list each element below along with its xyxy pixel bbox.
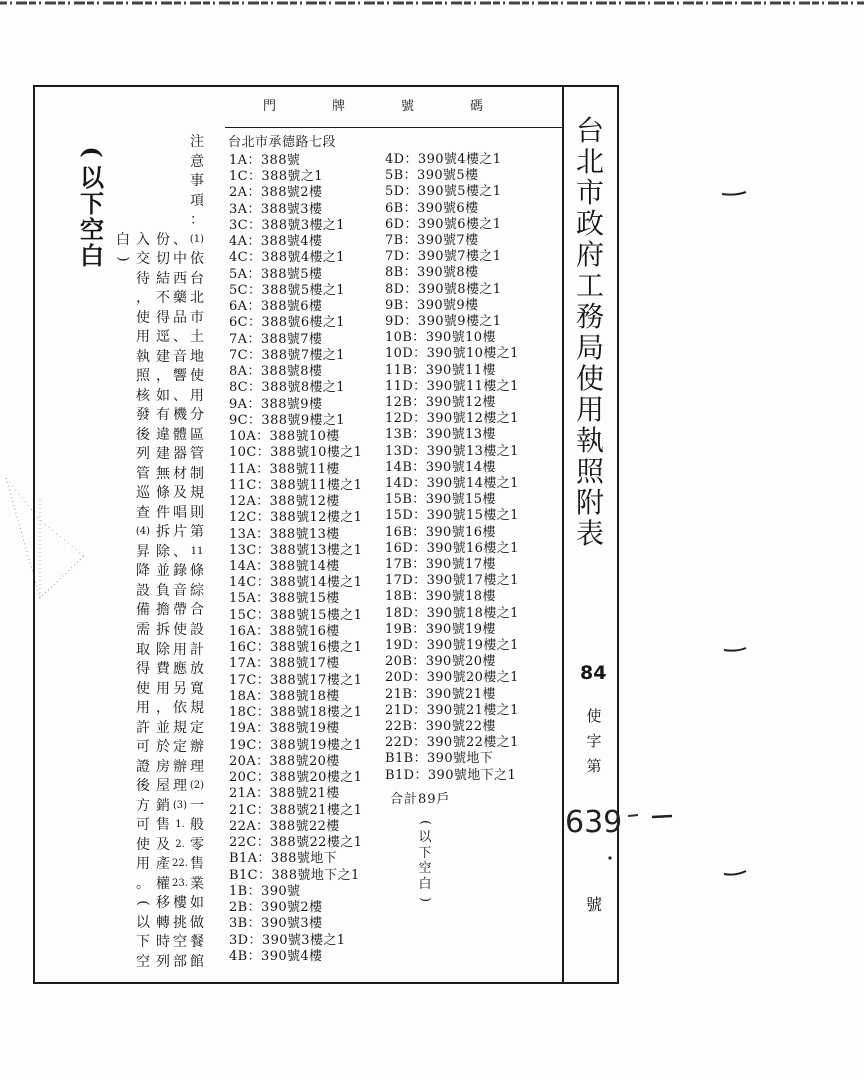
address-entry: 19C：388號19樓之1 [229,737,363,753]
notes-column-char: 計 [190,641,204,658]
notes-column-char: 取 [136,641,150,658]
document-title-char: 市 [575,176,604,209]
notes-column-char: 屋 [156,778,170,795]
address-entry: 17C：388號17樓之1 [229,672,363,688]
document-title-char: 務 [575,300,604,333]
address-entry: B1A：388號地下 [229,851,338,867]
side-panel-divider [562,85,564,984]
list-blank-marker-char: 下 [418,845,432,861]
notes-column-char: ) [115,256,131,262]
notes-column-char: 辦 [173,758,187,775]
address-entry: 20D：390號20樓之1 [385,670,519,686]
notes-column-char: 意 [190,153,204,170]
notes-column-char: 負 [156,582,170,599]
notes-column-char: 擔 [156,602,170,619]
notes-column-char: 響 [173,368,187,385]
notes-column-char: 權 [156,875,170,892]
notes-column-char: 注 [190,134,204,150]
notes-column-char: 音 [173,348,187,365]
notes-column-char: 照 [136,368,150,385]
notes-column-char: 執 [136,348,150,365]
document-title-char: 府 [575,238,604,271]
notes-column-char: 方 [136,797,150,814]
address-entry: 17D：390號17樓之1 [385,573,519,589]
notes-column-char: 以 [136,914,150,931]
notes-column-char: ， [136,290,150,307]
address-entry: 11D：390號11樓之1 [385,378,519,394]
notes-column-char: 使 [136,309,150,326]
notes-column-char: 用 [173,641,187,658]
notes-column-char: 除 [156,543,170,560]
notes-column-char: 、 [173,329,187,346]
notes-column-char: 部 [173,953,187,970]
notes-column-char: 拆 [156,621,170,638]
notes-column-char: 巡 [136,485,150,502]
address-entry: 20A：388號20樓 [229,753,340,769]
notes-column-char: 、 [173,387,187,404]
notes-column-char: 般 [190,817,204,834]
document-title-char: 附 [575,486,604,519]
address-entry: 16D：390號16樓之1 [385,540,519,556]
notes-column-char: 放 [190,661,204,678]
address-entry: 3D：390號3樓之1 [229,932,346,948]
address-entry: 1C：388號之1 [229,169,323,185]
address-list-right [385,0,519,783]
notes-column-char: 2. [175,838,185,850]
frame-right-border [617,85,619,984]
notes-column-char: 違 [156,426,170,443]
notes-column-char: 樓 [173,895,187,912]
notes-column-char: 定 [173,739,187,756]
notes-column-char: 如 [190,895,204,912]
notes-column-char: 後 [136,778,150,795]
notes-column-char: 空 [136,953,150,970]
notes-column-char: 列 [156,953,170,970]
address-entry: 18A：388號18樓 [229,688,340,704]
notes-column-char: 區 [190,426,204,443]
notes-column-char: 用 [190,387,204,404]
notes-column-char: 切 [156,251,170,268]
notes-column-char: 中 [173,251,187,268]
address-entry: 3A：388號3樓 [229,201,323,217]
notes-column-char: 移 [156,895,170,912]
notes-column-char: 銷 [156,797,170,814]
address-entry: 19D：390號19樓之1 [385,638,519,653]
notes-column-char: (2) [189,780,205,792]
notes-column-char: 零 [190,836,204,853]
address-entry: B1B：390號地下 [385,751,494,767]
license-prefix-char: 字 [586,731,602,750]
notes-column-char: 設 [136,582,150,599]
notes-column-char: 、 [173,543,187,560]
address-entry: 5D：390號5樓之1 [385,184,502,200]
address-entry: 4B：390號4樓 [229,948,323,964]
notes-column-char: 。 [136,875,150,892]
notes-column-char: 並 [156,719,170,736]
margin-mark [724,871,746,875]
list-blank-marker-char: 以 [418,830,432,845]
list-blank-marker-char: ) [417,896,433,903]
address-entry: 20B：390號20樓 [385,654,496,670]
license-suffix: 號 [586,895,603,914]
notes-column-char: 館 [190,953,204,970]
header-rule [225,127,563,128]
address-entry: B1D：390號地下之1 [385,767,517,783]
notes-column-char: 依 [190,251,204,268]
notes-column-char: 、 [173,231,187,248]
notes-column-char: 用 [156,680,170,697]
address-entry: 11B：390號11樓 [385,362,496,378]
notes-column-char: 寬 [190,680,204,697]
notes-column-char: 綜 [190,582,204,599]
address-entry: 21A：388號21樓 [229,786,340,802]
notes-column-char: 餐 [190,934,204,951]
notes-column-char: 入 [136,231,150,248]
address-entry: 1B：390號 [229,883,301,899]
address-entry: 7B：390號7樓 [385,233,479,248]
document-title-char: 執 [575,424,604,457]
notes-column-char: 地 [190,348,204,365]
document-title-char: 政 [575,207,604,240]
number-tail-mark [652,816,672,817]
notes-column-char: 份 [156,231,170,248]
margin-mark [722,192,746,195]
address-entry: 18C：388號18樓之1 [229,705,363,721]
notes-column-char: 11 [190,545,204,557]
document-title-char: 用 [575,393,604,426]
address-entry: 9D：390號9樓之1 [385,314,502,329]
notes-column-char: 用 [136,700,150,717]
notes-column-char: 得 [156,309,170,326]
notes-column-char: 無 [156,465,170,482]
frame-bottom-border [33,982,619,984]
notes-column-char: 件 [156,504,170,521]
address-entry: 6C：388號6樓之1 [229,315,345,331]
license-prefix-char: 第 [586,756,602,775]
notes-column-char: 空 [173,934,187,951]
license-prefix-char: 使 [586,706,602,725]
address-entry: 4C：388號4樓之1 [229,250,345,266]
notes-column-char: 管 [136,465,150,482]
address-entry: 9C：388號9樓之1 [229,412,345,428]
notes-column-char: 西 [173,270,187,287]
address-entry: 14B：390號14樓 [385,459,496,475]
address-entry: 7C：388號7樓之1 [229,347,345,363]
notes-column-char: 建 [156,348,170,365]
address-entry: 2B：390號2樓 [229,900,323,916]
address-entry: 10B：390號10樓 [385,330,496,346]
notes-column-char: 另 [173,680,187,697]
notes-column-char: 使 [136,680,150,697]
notes-column-char: 做 [190,914,204,931]
notes-column-char: 分 [190,407,204,424]
address-entry: 1A：388號 [229,153,301,168]
address-entry: 12B：390號12樓 [385,395,496,410]
address-entry: 21C：388號21樓之1 [229,802,363,818]
address-entry: 9A：388號9樓 [229,396,323,412]
notes-column-char: 事 [190,173,204,190]
address-entry: 13A：388號13樓 [229,526,340,542]
address-entry: 19B：390號19樓 [385,621,496,637]
notes-column-char: 時 [156,934,170,951]
notes-column-char: 售 [190,856,204,873]
notes-column-char: 使 [173,621,187,638]
notes-column-char: 有 [156,407,170,424]
notes-column-char: 規 [190,485,204,502]
address-entry: B1C：388號地下之1 [229,867,360,883]
notes-column-char: 制 [190,465,204,482]
notes-column-char: 白 [116,231,130,248]
document-title-char: 局 [575,331,604,364]
notes-column-char: 轉 [156,914,170,931]
notes-column-char: 待 [136,270,150,287]
notes-column-char: 建 [156,446,170,463]
notes-column-char: 降 [136,563,150,580]
address-entry: 22D：390號22樓之1 [385,735,519,751]
notes-column-char: 器 [173,446,187,463]
address-entry: 14A：388號14樓 [229,559,340,574]
notes-column-char: 條 [190,563,204,580]
address-entry: 22C：388號22樓之1 [229,835,363,851]
address-entry: 15D：390號15樓之1 [385,508,519,524]
notes-column-char: 下 [136,934,150,951]
address-entry: 21B：390號21樓 [385,686,496,702]
document-title-char: 工 [575,269,604,302]
license-number: 639 [565,805,623,840]
notes-column-char: ： [190,212,204,229]
notes-column-char: 後 [136,426,150,443]
notes-column-char: 結 [156,270,170,287]
address-entry: 5C：388號5樓之1 [229,282,345,298]
left-fold-mark [6,478,84,598]
notes-column-char: 第 [190,524,204,541]
address-entry: 11A：388號11樓 [229,461,340,477]
notes-column-char: 並 [156,563,170,580]
address-entry: 8A：388號8樓 [229,364,323,380]
notes-column-char: 於 [156,739,170,756]
notes-column-char: 應 [173,661,187,678]
address-entry: 10C：388號10樓之1 [229,445,363,461]
frame-top-border [33,85,619,87]
notes-column-char: 合 [190,602,204,619]
notes-column-char: 則 [190,504,204,521]
document-title-char: 表 [575,517,604,550]
address-entry: 7D：390號7樓之1 [385,249,502,265]
address-entry: 10D：390號10樓之1 [385,346,519,362]
notes-column-char: 逕 [156,329,170,346]
notes-column-char: 片 [173,524,187,541]
notes-column-char: 核 [136,387,150,404]
notes-column-char: 管 [190,446,204,463]
notes-column-char: 費 [156,661,170,678]
notes-column-char: 22. [172,858,188,870]
notes-column-char: 條 [156,485,170,502]
notes-column-char: 許 [136,719,150,736]
address-entry: 22A：388號22樓 [229,818,340,834]
notes-column-char: 交 [136,251,150,268]
address-entry: 6A：388號6樓 [229,299,323,315]
notes-column-char: 證 [136,758,150,775]
address-entry: 8B：390號8樓 [385,265,479,281]
notes-column-char: ， [156,700,170,717]
stamp-dot [608,856,611,859]
notes-column-char: 昇 [136,543,150,560]
left-blank-marker-char: 空 [80,215,104,244]
notes-column-char: 規 [173,719,187,736]
address-entry: 13B：390號13樓 [385,427,496,443]
notes-column-char: 除 [156,641,170,658]
notes-column-char: 音 [173,582,187,599]
address-entry: 10A：388號10樓 [229,429,340,445]
notes-column-char: 挑 [173,914,187,931]
notes-column-char: 可 [136,817,150,834]
notes-column-char: 辦 [190,739,204,756]
address-entry: 6B：390號6樓 [385,200,479,216]
notes-column-char: 理 [173,778,187,795]
notes-column-char: 產 [156,856,170,873]
address-entry: 5B：390號5樓 [385,168,479,184]
notes-column-char: 品 [173,309,187,326]
left-blank-marker-char: 白 [80,241,104,270]
left-fold-mark [6,478,84,556]
list-blank-marker-char: 白 [418,876,432,892]
address-entry: 12C：388號12樓之1 [229,510,363,526]
notes-column-char: 機 [173,407,187,424]
notes-column-char: 體 [173,426,187,443]
notes-column-char: 如 [156,387,170,404]
address-entry: 4D：390號4樓之1 [385,152,502,167]
address-entry: 5A：388號5樓 [229,266,323,282]
document-title-char: 台 [575,114,604,147]
notes-column-char: 發 [136,407,150,424]
notes-column-char: 拆 [156,524,170,541]
notes-column-char: 查 [136,504,150,521]
margin-mark [724,648,746,651]
address-entry: 16B：390號16樓 [385,524,496,540]
left-blank-marker-char: ( [78,146,107,158]
address-entry: 15B：390號15樓 [385,492,496,508]
notes-column-char: 規 [190,700,204,717]
address-entry: 22B：390號22樓 [385,719,496,734]
notes-column-char: 房 [156,758,170,775]
left-blank-marker-char: 以 [80,163,104,192]
address-entry: 2A：388號2樓 [229,185,323,201]
notes-column-char: 依 [173,700,187,717]
address-entry: 13C：388號13樓之1 [229,542,363,558]
notes-column-char: 得 [136,661,150,678]
address-entry: 15A：388號15樓 [229,591,340,607]
address-entry: 21D：390號21樓之1 [385,702,519,718]
address-entry: 4A：388號4樓 [229,234,323,250]
notes-column-char: 項 [190,192,204,209]
street-name: 台北市承德路七段 [228,135,337,150]
address-entry: 6D：390號6樓之1 [385,216,502,232]
list-blank-marker-char: ( [417,819,433,825]
left-blank-marker-char: 下 [80,189,104,218]
notes-column-char: (1) [189,233,205,245]
address-entry: 8D：390號8樓之1 [385,281,502,297]
address-entry: 18D：390號18樓之1 [385,605,519,621]
notes-column-char: 業 [190,875,204,892]
notes-column-char: 唱 [173,504,187,521]
address-entry: 3B：390號3樓 [229,916,323,932]
notes-column-char: 不 [156,290,170,307]
notes-column-char: 市 [190,309,204,326]
notes-column-char: 及 [156,836,170,853]
notes-column-char: ， [156,368,170,385]
notes-column-char: 北 [190,290,204,307]
notes-column-char: 售 [156,817,170,834]
notes-column-char: 及 [173,485,187,502]
address-entry: 16C：388號16樓之1 [229,640,363,656]
notes-column-char: 1. [175,819,185,831]
address-entry: 20C：388號20樓之1 [229,770,363,786]
address-entry: 16A：388號16樓 [229,623,340,639]
notes-column-char: 設 [190,622,204,638]
address-entry: 14D：390號14樓之1 [385,476,519,491]
frame-left-border [33,85,35,984]
address-entry: 11C：388號11樓之1 [229,477,363,493]
notes-column-char: 用 [136,329,150,346]
document-title-char: 照 [575,455,604,488]
address-entry: 17B：390號17樓 [385,557,496,572]
notes-column-char: 使 [136,836,150,853]
document-title-char: 北 [575,145,604,178]
notes-column-char: 理 [190,758,204,775]
column-title: 門牌號碼 [263,99,540,114]
notes-column-char: (4) [135,526,151,538]
address-entry: 17A：388號17樓 [229,656,340,672]
notes-column-char: 定 [190,719,204,736]
notes-column-char: 土 [190,329,204,346]
address-entry: 19A：388號19樓 [229,721,340,737]
notes-column-char: 用 [136,856,150,873]
notes-column-char: 台 [190,270,204,287]
address-entry: 3C：388號3樓之1 [229,217,345,233]
address-entry: 8C：388號8樓之1 [229,380,345,396]
notes-column-char: 材 [173,465,187,482]
unit-total: 合計89戶 [390,792,451,807]
notes-column-char: 使 [190,368,204,385]
notes-column-char: 帶 [173,602,187,619]
address-entry: 15C：388號15樓之1 [229,607,363,623]
address-entry: 12A：388號12樓 [229,494,340,510]
list-blank-marker-char: 空 [418,861,432,876]
notes-column-char: 可 [136,739,150,756]
address-entry: 13D：390號13樓之1 [385,443,519,459]
number-tail-mark [628,815,638,816]
notes-column-char: 23. [172,877,188,889]
license-year: 84 [580,662,607,684]
address-entry: 14C：388號14樓之1 [229,575,363,591]
notes-column-char: (3) [172,799,188,811]
notes-column-char: 一 [190,797,204,814]
address-entry: 18B：390號18樓 [385,589,496,605]
notes-column-char: 列 [136,446,150,463]
address-entry: 9B：390號9樓 [385,297,479,313]
notes-column-char: 藥 [173,290,187,307]
document-title-char: 使 [575,362,604,395]
notes-column-char: 備 [136,602,150,619]
notes-column-char: 錄 [173,563,187,580]
notes-column-char: 需 [136,621,150,638]
address-entry: 12D：390號12樓之1 [385,411,519,427]
address-entry: 7A：388號7樓 [229,331,323,347]
notes-column-char: ( [135,900,151,906]
